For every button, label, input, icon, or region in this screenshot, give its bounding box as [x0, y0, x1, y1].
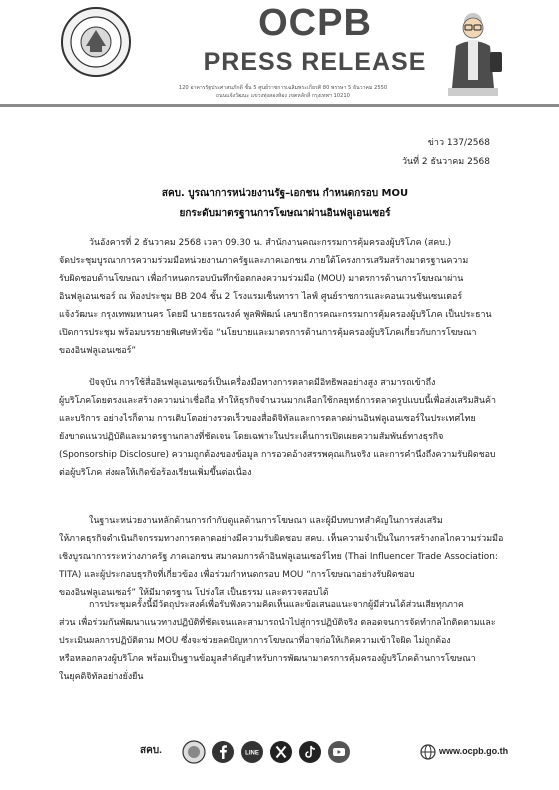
header-divider: [0, 104, 559, 107]
press-header: [0, 0, 559, 112]
paragraph-line: ส่วน เพื่อร่วมกันพัฒนาแนวทางปฏิบัติที่ชัดเจนและสามารถนำไปสู่การปฏิบัติจริง ตลอดจนการจัดทำกลไกติดตามและ: [59, 618, 496, 628]
paragraph-line: จัดประชุมบูรณาการความร่วมมือหน่วยงานภาครัฐและภาคเอกชน ภายใต้โครงการเสริมสร้างมาตรฐานความ: [59, 256, 469, 266]
paragraph-line: ยังขาดแนวปฏิบัติและมาตรฐานกลางที่ชัดเจน โดยเฉพาะในประเด็นการเปิดเผยความสัมพันธ์ทางธุรกิจ: [59, 432, 444, 442]
news-number: ข่าว 137/2568: [427, 138, 490, 148]
mascot-illustration-icon: [438, 8, 508, 100]
footer-logo-text: สคบ.: [140, 745, 162, 756]
website-link[interactable]: www.ocpb.go.th: [439, 746, 509, 756]
paragraph-line: การประชุมครั้งนี้มีวัตถุประสงค์เพื่อรับฟังความคิดเห็นและข้อเสนอแนะจากผู้มีส่วนได้ส่วนเสียทุกภาค: [89, 600, 464, 610]
tiktok-icon[interactable]: [298, 740, 322, 764]
paragraph-line: และบริการ อย่างไรก็ตาม การเติบโตอย่างรวดเร็วของสื่อดิจิทัลและการตลาดผ่านอินฟลูเอนเซอร์ในประเทศไทย: [59, 414, 476, 424]
paragraph-line: (Sponsorship Disclosure) ความถูกต้องของข้อมูล การอวดอ้างสรรพคุณเกินจริง และการคำนึงถึงความรับผิดชอบ: [59, 450, 496, 460]
paragraph-line: ปัจจุบัน การใช้สื่ออินฟลูเอนเซอร์เป็นเครื่องมือทางการตลาดมีอิทธิพลอย่างสูง สามารถเข้าถึง: [89, 378, 436, 388]
paragraph-line: รับผิดชอบด้านโฆษณา เพื่อกำหนดกรอบบันทึกข้อตกลงความร่วมมือ (MOU) มาตรการด้านการโฆษณาผ่าน: [59, 274, 464, 284]
ocpb-title: OCPB: [258, 2, 372, 44]
ocpb-footer-logo[interactable]: [140, 740, 176, 762]
paragraph-line: อินฟลูเอนเซอร์ ณ ห้องประชุม BB 204 ชั้น 2 โรงแรมเซ็นทารา ไลฟ์ ศูนย์ราชการและคอนเวนชันเซนเตอร์: [59, 292, 463, 302]
headline-line-1: สคบ. บูรณาการหน่วยงานรัฐ–เอกชน กำหนดกรอบ MOU: [161, 188, 409, 199]
press-release-title: PRESS RELEASE: [203, 48, 427, 76]
address-line-2: ถนนแจ้งวัฒนะ แขวงทุ่งสองห้อง เขตหลักสี่ กรุงเทพฯ 10210: [216, 93, 350, 99]
footer-bar: [0, 737, 559, 767]
globe-icon: [420, 744, 436, 760]
ocpb-logo-icon[interactable]: [182, 740, 206, 764]
paragraph-line: ต่อผู้บริโภค ส่งผลให้เกิดข้อร้องเรียนเพิ่มขึ้นต่อเนื่อง: [59, 468, 252, 478]
paragraph-line: เปิดการประชุม พร้อมบรรยายพิเศษหัวข้อ “นโยบายและมาตรการด้านการคุ้มครองผู้บริโภคเกี่ยวกับการโฆษณา: [59, 328, 477, 338]
facebook-icon[interactable]: [211, 740, 235, 764]
address-line-1: 120 อาคารรัฐประศาสนภักดี ชั้น 5 ศูนย์ราชการเฉลิมพระเกียรติ 80 พรรษา 5 ธันวาคม 2550: [178, 85, 388, 91]
paragraph-4: [59, 596, 517, 686]
paragraph-line: หรือหลอกลวงผู้บริโภค พร้อมเป็นฐานข้อมูลสำคัญสำหรับการพัฒนามาตรการคุ้มครองผู้บริโภคด้านการโฆษณา: [59, 654, 476, 664]
ocpb-seal-icon: [60, 6, 132, 78]
svg-text:LINE: LINE: [245, 750, 259, 757]
paragraph-line: วันอังคารที่ 2 ธันวาคม 2568 เวลา 09.30 น. สำนักงานคณะกรรมการคุ้มครองผู้บริโภค (สคบ.): [89, 238, 452, 248]
line-icon[interactable]: [240, 740, 264, 764]
paragraph-line: ผู้บริโภคโดยตรงและสร้างความน่าเชื่อถือ ทำให้ธุรกิจจำนวนมากเลือกใช้กลยุทธ์การตลาดรูปแบบนี้เพื่อส่งเสริมสินค้า: [59, 396, 496, 406]
paragraph-line: ในฐานะหน่วยงานหลักด้านการกำกับดูแลด้านการโฆษณา และผู้มีบทบาทสำคัญในการส่งเสริม: [89, 516, 443, 526]
paragraph-line: ของอินฟลูเอนเซอร์”: [59, 346, 137, 356]
news-date: วันที่ 2 ธันวาคม 2568: [401, 157, 490, 167]
youtube-icon[interactable]: [327, 740, 351, 764]
paragraph-line: แจ้งวัฒนะ กรุงเทพมหานคร โดยมี นายธรณรงค์ พูลพิพัฒน์ เลขาธิการคณะกรรมการคุ้มครองผู้บริโภค เป็นประธาน: [59, 310, 492, 320]
x-icon[interactable]: [269, 740, 293, 764]
paragraph-line: ของอินฟลูเอนเซอร์” ให้มีมาตรฐาน โปร่งใส เป็นธรรม และตรวจสอบได้: [59, 588, 329, 598]
paragraph-line: ให้ภาคธุรกิจดำเนินกิจกรรมทางการตลาดอย่างมีความรับผิดชอบ สคบ. เห็นความจำเป็นในการสร้างกลไกความร่วมมือ: [59, 534, 504, 544]
paragraph-line: TITA) และผู้ประกอบธุรกิจที่เกี่ยวข้อง เพื่อร่วมกำหนดกรอบ MOU “การโฆษณาอย่างรับผิดชอบ: [59, 570, 415, 580]
paragraph-3: [59, 512, 517, 602]
paragraph-line: ในยุคดิจิทัลอย่างยั่งยืน: [59, 672, 144, 682]
headline-line-2: ยกระดับมาตรฐานการโฆษณาผ่านอินฟลูเอนเซอร์: [179, 208, 391, 219]
paragraph-2: [59, 374, 517, 482]
paragraph-line: ประเมินผลการปฏิบัติตาม MOU ซึ่งจะช่วยลดปัญหาการโฆษณาที่อาจก่อให้เกิดความเข้าใจผิด ไม่ถูกต้อง: [59, 636, 451, 646]
paragraph-line: เชิงบูรณาการระหว่างภาครัฐ ภาคเอกชน สมาคมการค้าอินฟลูเอนเซอร์ไทย (Thai Influencer Trade Association:: [59, 552, 498, 562]
paragraph-1: [59, 234, 517, 360]
